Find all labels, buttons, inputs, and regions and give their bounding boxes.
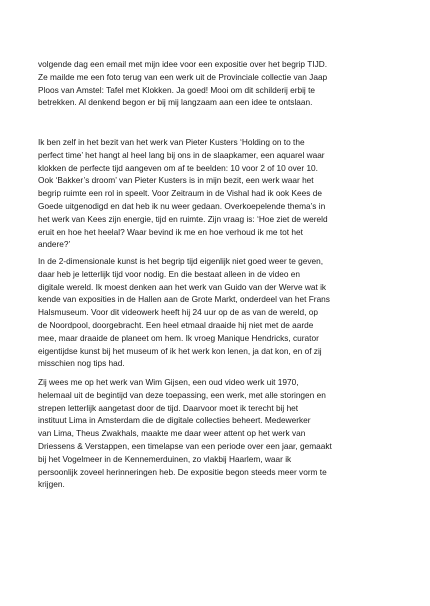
text-line: Zij wees me op het werk van Wim Gijsen, een oud video werk uit 1970, [38,377,299,387]
text-line: van Lima, Theus Zwakhals, maakte me daar weer attent op het werk van [38,428,306,439]
text-line: eruit en hoe het heelal? Waar bevind ik me en hoe verhoud ik me tot het [38,226,303,237]
text-line: misschien nog tips had. [38,358,125,369]
text-line: begrip ruimte een rol in speelt. Voor Zeitraum in de Vishal had ik ook Kees de [38,188,322,199]
text-line: strepen letterlijk aangetast door de tijd. Daarvoor moet ik terecht bij het [38,402,299,413]
text-line: Ploos van Amstel: Tafel met Klokken. Ja goed! Mooi om dit schilderij erbij te [38,84,316,95]
text-line: de Noordpool, doorgebracht. Een heel etmaal draaide hij niet met de aarde [38,319,314,330]
paragraph-2 [38,136,408,251]
text-line: Ik ben zelf in het bezit van het werk van Pieter Kusters ‘Holding on to the [38,137,305,147]
text-line: helemaal uit de begintijd van deze toepassing, een werk, met alle storingen en [38,389,326,400]
text-line: In de 2-dimensionale kunst is het begrip tijd eigenlijk niet goed weer te geven, [38,256,324,266]
text-line: daar heb je letterlijk tijd voor nodig. En die bestaat alleen in de video en [38,268,300,279]
text-line: persoonlijk zoveel herinneringen heb. De expositie begon steeds meer vorm te [38,466,327,477]
paragraph-1 [38,58,408,109]
text-line: bij het Vogelmeer in de Kennemerduinen, zo vlakbij Haarlem, waar ik [38,453,292,464]
text-line: Halsmuseum. Voor dit videowerk heeft hij 24 uur op de as van de wereld, op [38,307,318,318]
text-line: klokken de perfecte tijd aangeven om af te beelden: 10 voor 2 of 10 over 10. [38,162,318,173]
text-line: andere?’ [38,239,71,250]
paragraph-4 [38,376,408,491]
text-line: digitale wereld. Ik moest denken aan het werk van Guido van der Werve wat ik [38,281,327,292]
text-line: krijgen. [38,479,65,490]
text-line: Driessens & Verstappen, een timelapse van een periode over een jaar, gemaakt [38,440,332,451]
text-line: instituut Lima in Amsterdam die de digitale collecties beheert. Medewerker [38,415,311,426]
paragraph-3 [38,255,408,370]
text-line: mee, maar draaide de planeet om hem. Ik vroeg Manique Hendricks, curator [38,332,319,343]
text-line: volgende dag een email met mijn idee voor een expositie over het begrip TIJD. [38,59,328,69]
text-line: Goede uitgenodigd en dat heb ik nu weer gedaan. Overkoepelende thema’s in [38,200,326,211]
text-line: het werk van Kees zijn energie, tijd en ruimte. Zijn vraag is: ‘Hoe ziet de wereld [38,213,328,224]
text-line: betrekken. Al denkend begon er bij mij langzaam aan een idee te ontslaan. [38,97,313,108]
text-line: kende van exposities in de Hallen aan de Grote Markt, onderdeel van het Frans [38,294,330,305]
text-line: Ze mailde me een foto terug van een werk uit de Provinciale collectie van Jaap [38,71,328,82]
text-line: perfect time’ het hangt al heel lang bij ons in de slaapkamer, een aquarel waar [38,149,325,160]
text-line: eigentijdse kunst bij het museum of ik het werk kon lenen, ja dat kon, en of zij [38,345,322,356]
text-line: Ook ‘Bakker’s droom’ van Pieter Kusters is in mijn bezit, een werk waar het [38,175,314,186]
